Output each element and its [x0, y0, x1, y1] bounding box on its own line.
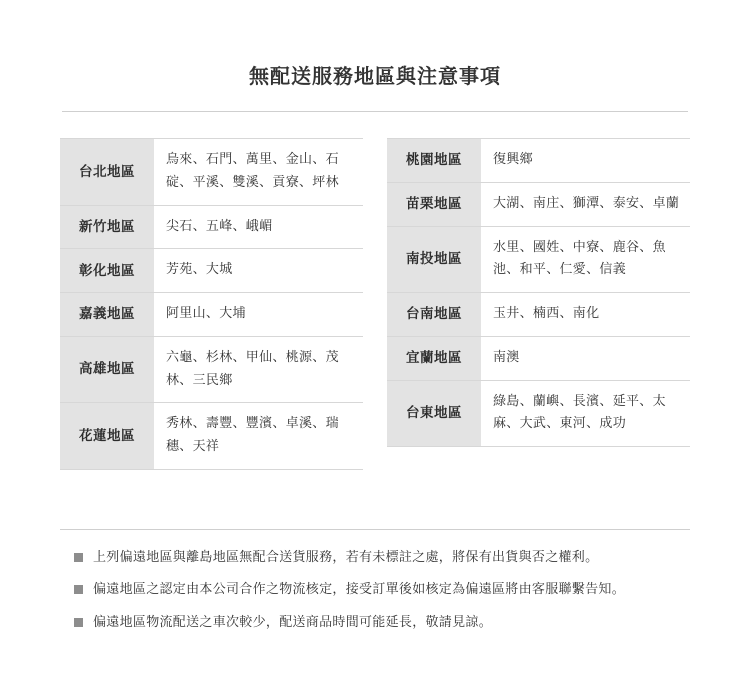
region-areas: 大湖、南庄、獅潭、泰安、卓蘭	[481, 182, 690, 226]
square-bullet-icon	[74, 618, 83, 627]
region-label: 台北地區	[60, 139, 154, 206]
region-areas: 六龜、杉林、甲仙、桃源、茂林、三民鄉	[154, 336, 363, 403]
region-areas: 阿里山、大埔	[154, 293, 363, 337]
region-areas: 復興鄉	[481, 139, 690, 183]
notes-section	[60, 529, 690, 646]
table-row	[387, 139, 690, 183]
square-bullet-icon	[74, 585, 83, 594]
note-text: 偏遠地區物流配送之車次較少，配送商品時間可能延長，敬請見諒。	[93, 615, 493, 631]
region-label: 苗栗地區	[387, 182, 481, 226]
region-areas: 綠島、蘭嶼、長濱、延平、太麻、大武、東河、成功	[481, 380, 690, 447]
region-label: 台南地區	[387, 293, 481, 337]
region-label: 高雄地區	[60, 336, 154, 403]
table-row	[60, 139, 363, 206]
table-row	[387, 226, 690, 293]
note-text: 偏遠地區之認定由本公司合作之物流核定，接受訂單後如核定為偏遠區將由客服聯繫告知。	[93, 582, 626, 598]
region-label: 彰化地區	[60, 249, 154, 293]
right-region-column	[387, 138, 690, 447]
region-areas: 水里、國姓、中寮、鹿谷、魚池、和平、仁愛、信義	[481, 226, 690, 293]
left-region-column	[60, 138, 363, 470]
square-bullet-icon	[74, 553, 83, 562]
title-divider	[62, 111, 688, 112]
table-row	[60, 205, 363, 249]
region-areas: 尖石、五峰、峨嵋	[154, 205, 363, 249]
region-label: 花蓮地區	[60, 403, 154, 470]
list-item	[60, 548, 690, 569]
left-region-table	[60, 138, 363, 470]
region-areas: 秀林、壽豐、豐濱、卓溪、瑞穗、天祥	[154, 403, 363, 470]
region-areas: 玉井、楠西、南化	[481, 293, 690, 337]
list-item	[60, 580, 690, 601]
table-row	[60, 336, 363, 403]
table-row	[60, 403, 363, 470]
region-label: 宜蘭地區	[387, 336, 481, 380]
region-label: 台東地區	[387, 380, 481, 447]
table-row	[387, 293, 690, 337]
note-text: 上列偏遠地區與離島地區無配合送貨服務，若有未標註之處，將保有出貨與否之權利。	[93, 549, 599, 565]
page-title: 無配送服務地區與注意事項	[249, 64, 501, 88]
table-row	[387, 380, 690, 447]
table-row	[60, 293, 363, 337]
region-areas: 南澳	[481, 336, 690, 380]
region-areas: 芳苑、大城	[154, 249, 363, 293]
region-label: 嘉義地區	[60, 293, 154, 337]
right-region-table	[387, 138, 690, 447]
region-label: 南投地區	[387, 226, 481, 293]
list-item	[60, 613, 690, 634]
region-areas: 烏來、石門、萬里、金山、石碇、平溪、雙溪、貢寮、坪林	[154, 139, 363, 206]
region-label: 新竹地區	[60, 205, 154, 249]
table-row	[387, 336, 690, 380]
notes-divider	[60, 529, 690, 530]
region-label: 桃園地區	[387, 139, 481, 183]
table-row	[387, 182, 690, 226]
region-tables	[60, 138, 690, 470]
table-row	[60, 249, 363, 293]
